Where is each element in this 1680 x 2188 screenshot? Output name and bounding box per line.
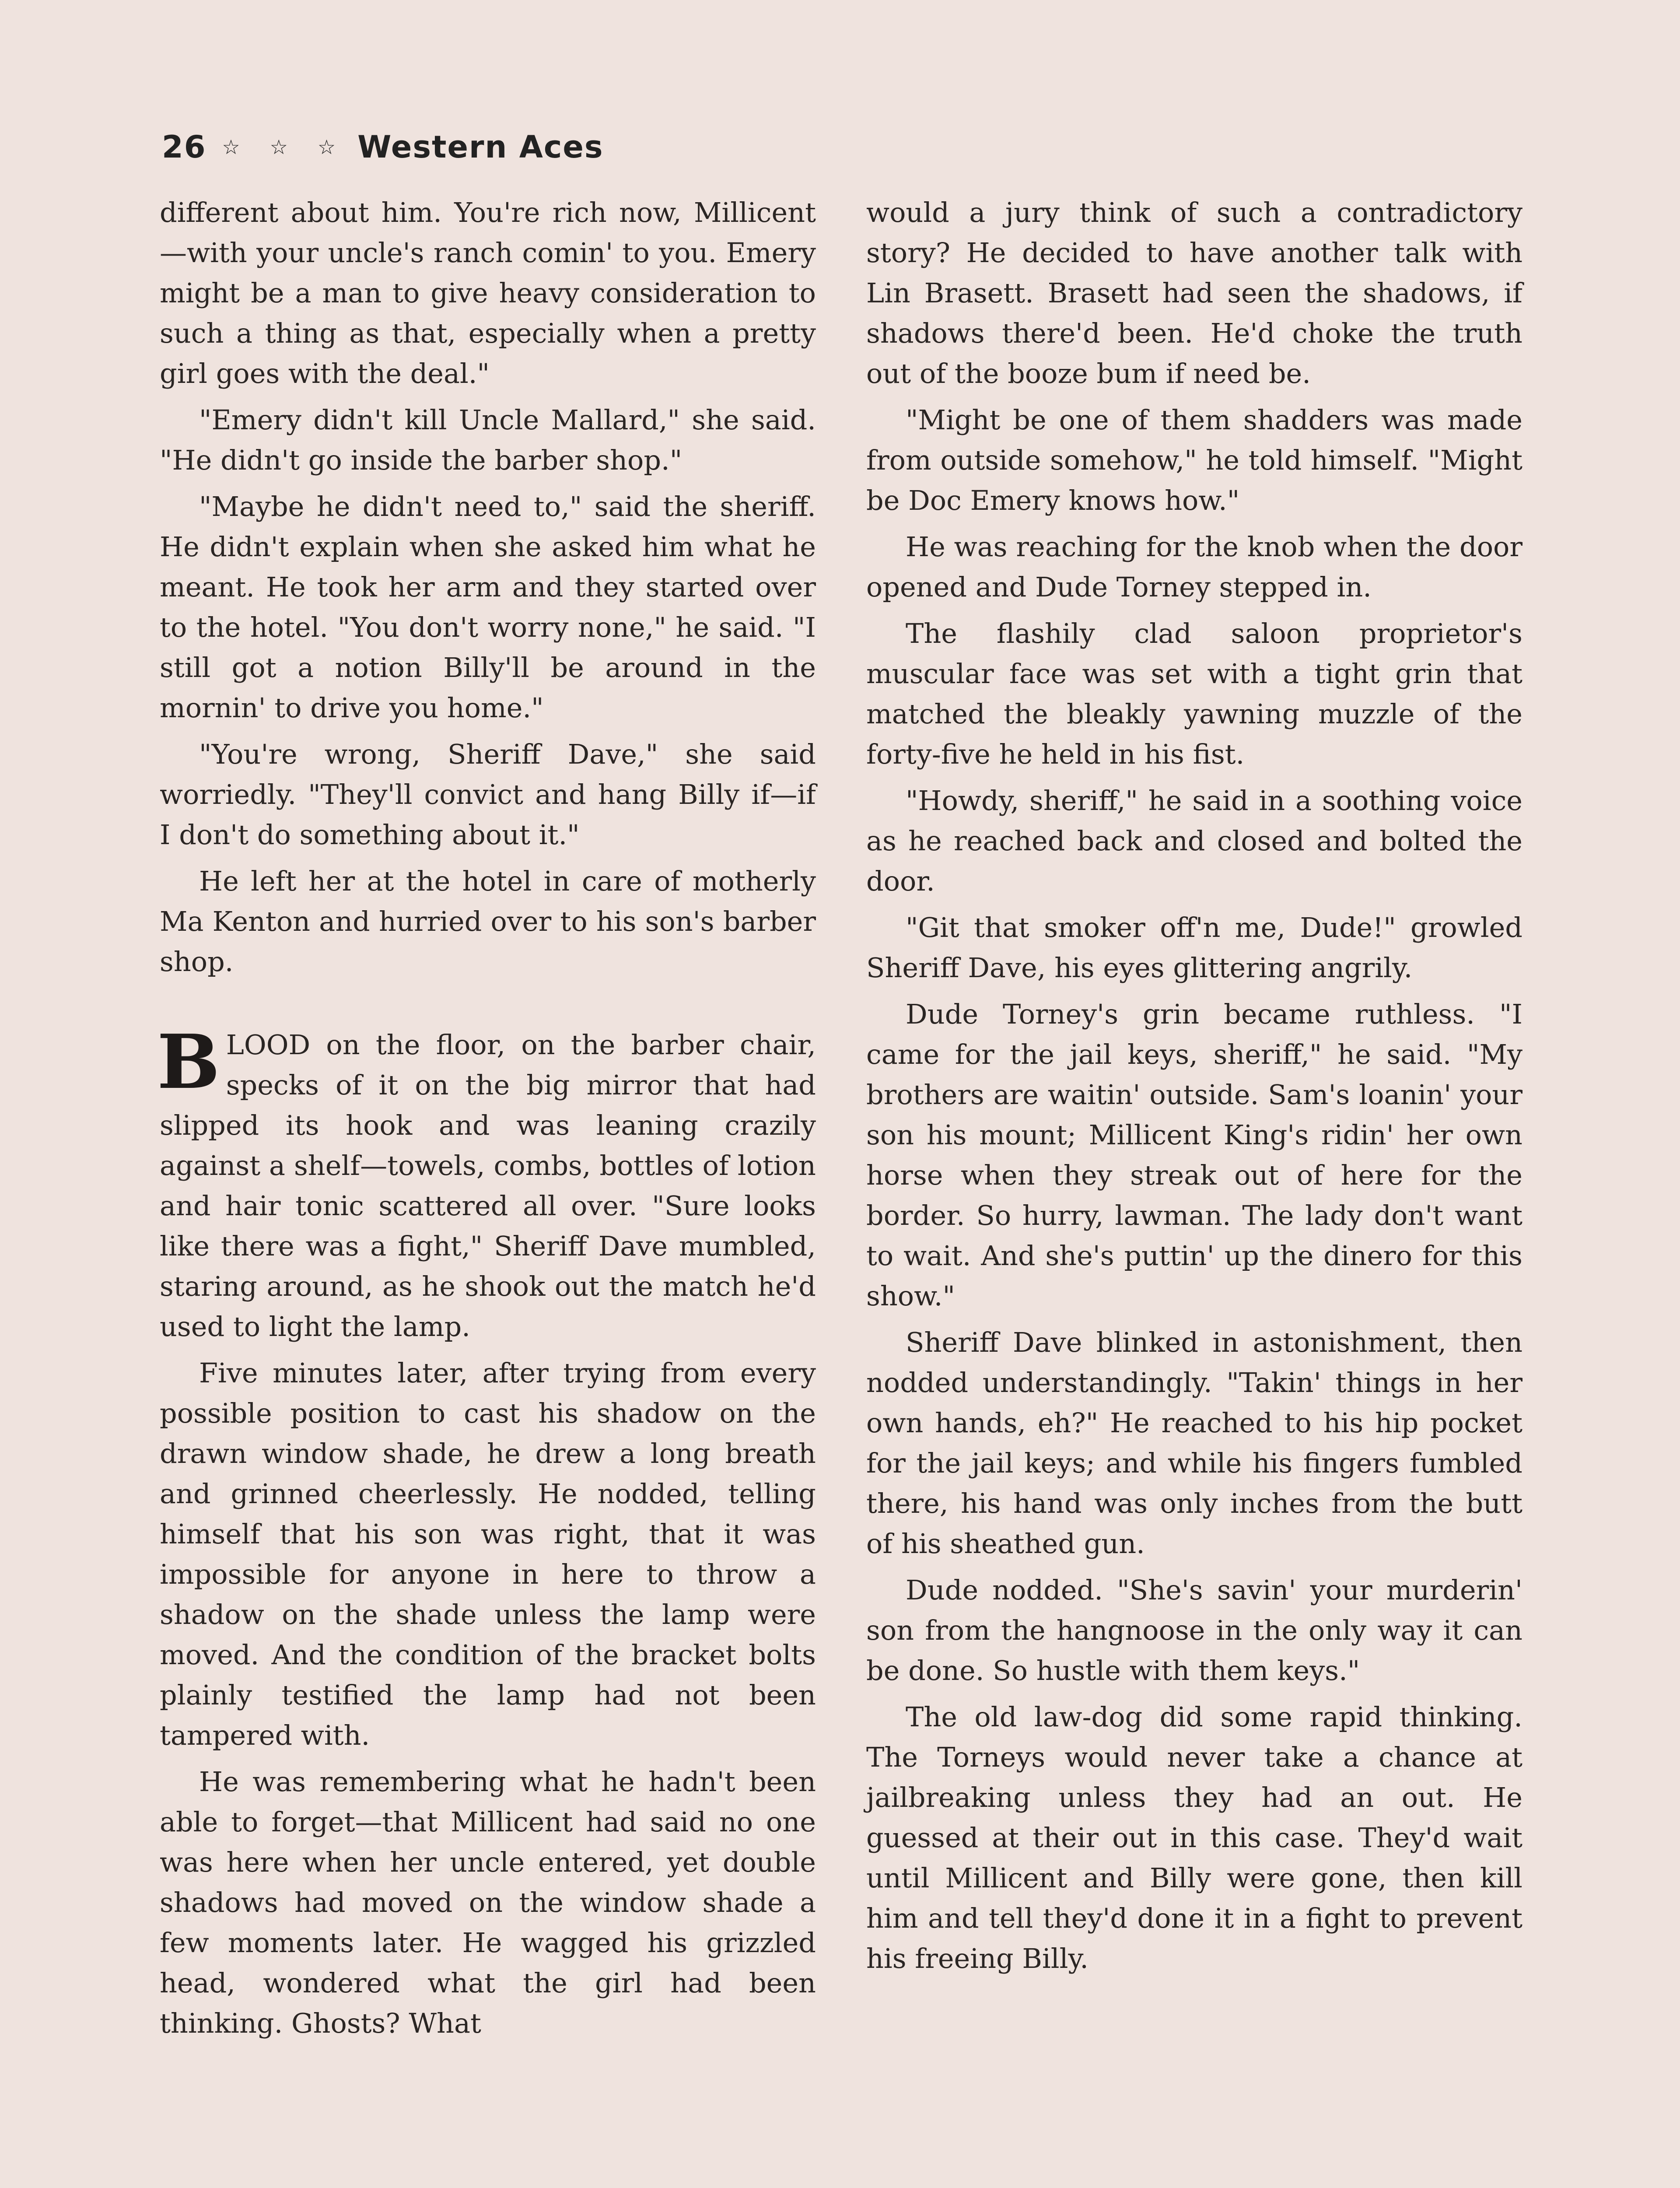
paragraph: He was remembering what he hadn't been able to forget—that Millicent had said no one was here when her uncle entered, yet double shadows had moved on the window shade a few moments later. He wagged his grizzled head, wondered what the girl had been thinking. Ghosts? What (160, 1766, 816, 2039)
paragraph: different about him. You're rich now, Millicent—with your uncle's ranch comin' to you. Emery might be a man to give heavy consideration to such a thing as that, especially when a pretty girl goes with the deal." (160, 196, 816, 389)
paragraph: The old law-dog did some rapid thinking. The Torneys would never take a chance at jailbreaking unless they had an out. He guessed at their out in this case. They'd wait until Millicent and Billy were gone, then kill him and tell they'd done it in a fight to prevent his freeing Billy. (866, 1701, 1522, 1974)
magazine-title: Western Aces (357, 129, 604, 165)
drop-cap: B (157, 1018, 220, 1106)
right-column (866, 193, 1522, 1985)
page-header (162, 129, 604, 165)
paragraph: Dude Torney's grin became ruthless. "I came for the jail keys, sheriff," he said. "My brothers are waitin' outside. Sam's loanin' your son his mount; Millicent King's ridin' her own horse when they streak out of here for the border. So hurry, lawman. The lady don't want to wait. And she's puttin' up the dinero for this show." (866, 998, 1522, 1312)
paragraph: "Howdy, sheriff," he said in a soothing voice as he reached back and closed and bolted the door. (866, 785, 1522, 897)
paragraph: Sheriff Dave blinked in astonishment, then nodded understandingly. "Takin' things in her own hands, eh?" He reached to his hip pocket for the jail keys; and while his fingers fumbled there, his hand was only inches from the butt of his sheathed gun. (866, 1326, 1522, 1560)
paragraph: "Emery didn't kill Uncle Mallard," she said. "He didn't go inside the barber shop." (160, 404, 816, 476)
paragraph: He left her at the hotel in care of motherly Ma Kenton and hurried over to his son's barber shop. (160, 865, 816, 978)
paragraph: Dude nodded. "She's savin' your murderin' son from the hangnoose in the only way it can be done. So hustle with them keys." (866, 1574, 1522, 1687)
paragraph: The flashily clad saloon proprietor's muscular face was set with a tight grin that matched the bleakly yawning muzzle of the forty-five he held in his fist. (866, 617, 1522, 770)
left-column (157, 193, 816, 2050)
paragraph: "You're wrong, Sheriff Dave," she said worriedly. "They'll convict and hang Billy if—if I don't do something about it." (160, 738, 816, 851)
star-ornaments: ☆ ☆ ☆ (222, 135, 347, 159)
paragraph: "Git that smoker off'n me, Dude!" growled Sheriff Dave, his eyes glittering angrily. (866, 912, 1522, 984)
paragraph: "Maybe he didn't need to," said the sheriff. He didn't explain when she asked him what he meant. He took her arm and they started over to the hotel. "You don't worry none," he said. "I still got a notion Billy'll be around in the mornin' to drive you home." (160, 491, 816, 724)
section-text: LOOD on the floor, on the barber chair, specks of it on the big mirror that had slipped its hook and was leaning crazily against a shelf—towels, combs, bottles of lotion and hair tonic scattered all over. "Sure looks like there was a fight," Sheriff Dave mumbled, staring around, as he shook out the match he'd used to light the lamp. (160, 1029, 816, 1343)
section-paragraph (157, 1018, 816, 1347)
paragraph: would a jury think of such a contradictory story? He decided to have another talk with Lin Brasett. Brasett had seen the shadows, if shadows there'd been. He'd choke the truth out of the booze bum if need be. (866, 196, 1522, 389)
paragraph: Five minutes later, after trying from every possible position to cast his shadow on the drawn window shade, he drew a long breath and grinned cheerlessly. He nodded, telling himself that his son was right, that it was impossible for anyone in here to throw a shadow on the shade unless the lamp were moved. And the condition of the bracket bolts plainly testified the lamp had not been tampered with. (160, 1357, 816, 1751)
page-number: 26 (162, 129, 206, 165)
paragraph: "Might be one of them shadders was made from outside somehow," he told himself. "Might be Doc Emery knows how." (866, 404, 1522, 516)
paragraph: He was reaching for the knob when the door opened and Dude Torney stepped in. (866, 531, 1522, 603)
